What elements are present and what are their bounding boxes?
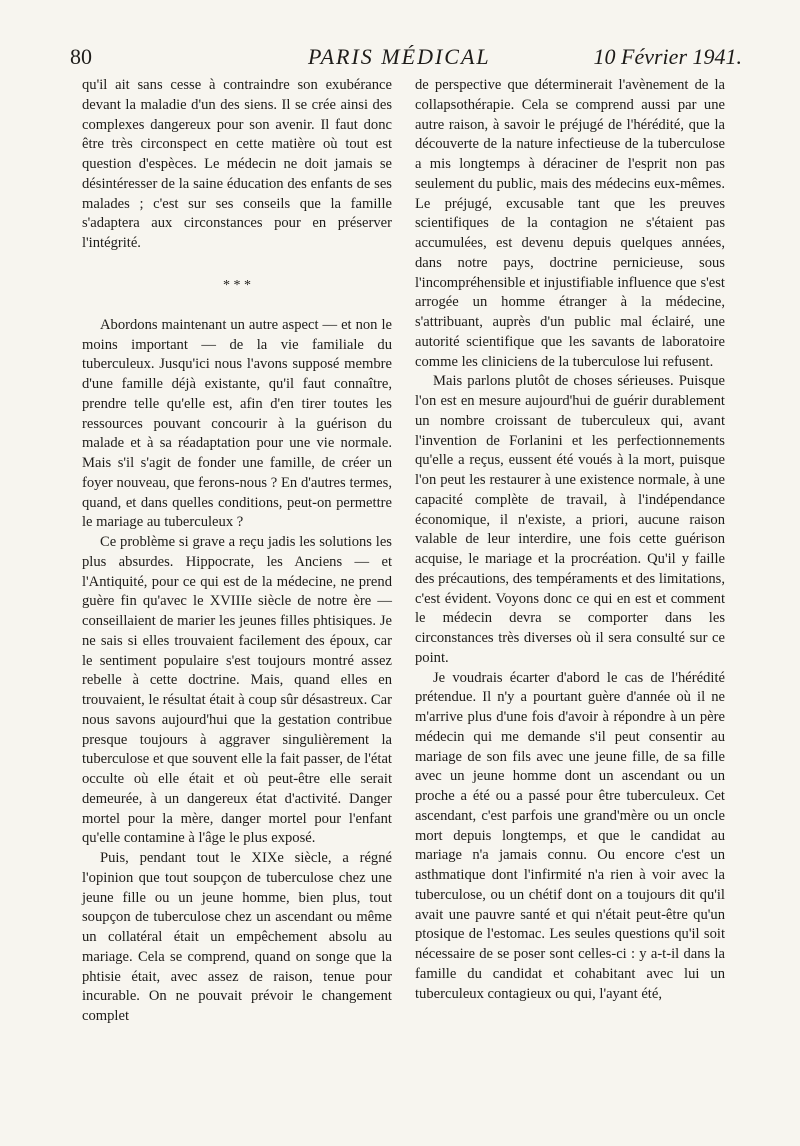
paragraph: Je voudrais écarter d'abord le cas de l'hérédité prétendue. Il n'y a pourtant guère d'année où il ne m'arrive plus d'une fois d'avoir à répondre à un père médecin qui me demande s'il peut consentir au mariage de son fils avec une jeune fille, de sa fille avec un jeune homme dont un ascendant ou un proche a été ou a passé pour être tuberculeux. Cet ascendant, c'est parfois une grand'mère ou un oncle mort depuis longtemps, et que le candidat au mariage n'a jamais connu. Ou encore c'est un asthmatique dont l'infirmité n'a rien à voir avec la tuberculose, ou un chétif dont on a toujours dit qu'il avait une pauvre santé et qui n'était peut-être qu'un ptosique de l'estomac. Les seules questions qu'il soit nécessaire de se poser sont celles-ci : y a-t-il dans la famille du candidat et cohabitant avec lui un tuberculeux contagieux ou qui, l'ayant été, bbox=[415, 669, 725, 1002]
right-column bbox=[415, 76, 725, 1004]
paragraph: Mais parlons plutôt de choses sérieuses. Puisque l'on est en mesure aujourd'hui de guérir durablement un nombre croissant de tuberculeux qui, avant l'invention de Forlanini et les perfectionnements qu'elle a reçus, eussent été voués à la mort, puisque l'on peut les restaurer à une existence normale, à une capacité complète de travail, à l'indépendance économique, il n'existe, a priori, aucune raison valable de leur interdire, une fois cette guérison acquise, le mariage et la procréation. Qu'il y faille des précautions, des tempéraments et des limitations, c'est évident. Voyons donc ce qui en est et comment le médecin devra se comporter dans les circonstances très diverses où il sera consulté sur ce point. bbox=[415, 373, 725, 666]
page-header bbox=[70, 42, 742, 72]
paragraph: Puis, pendant tout le XIXe siècle, a régné l'opinion que tout soupçon de tuberculose chez une jeune fille ou un jeune homme, bien plus, tout soupçon de tuberculose chez un ascendant ou même un collatéral était un empêchement absolu au mariage. Cela se comprend, quand on songe que la phtisie était, avec assez de raison, tenue pour incurable. On ne pouvait prévoir le changement complet bbox=[82, 850, 392, 1024]
journal-title: PARIS MÉDICAL bbox=[308, 44, 491, 69]
paragraph: Ce problème si grave a reçu jadis les solutions les plus absurdes. Hippocrate, les Anciens — et l'Antiquité, pour ce qui est de la médecine, ne prend guère fin qu'avec le XVIIIe siècle de notre ère — conseillaient de marier les jeunes filles phtisiques. Je ne sais si elles trouvaient facilement des époux, car le sentiment populaire s'est toujours montré assez rebelle à cette doctrine. Mais, quand elles en trouvaient, le résultat était à coup sûr désastreux. Car nous savons aujourd'hui que la gestation contribue presque toujours à aggraver singulièrement la tuberculose et que souvent elle la fait passer, de l'état occulte où elle était et où peut-être elle serait demeurée, à un dangereux état d'activité. Danger mortel pour la mère, danger mortel pour l'enfant qu'elle contamine à l'âge le plus exposé. bbox=[82, 534, 392, 847]
section-separator: * * * bbox=[223, 277, 251, 293]
paragraph: de perspective que déterminerait l'avènement de la collapsothérapie. Cela se comprend aussi par une autre raison, à savoir le préjugé de l'hérédité, que la découverte de la nature infectieuse de la tuberculose a mis longtemps à déraciner de l'esprit non pas seulement du public, mais des médecins eux-mêmes. Le préjugé, excusable tant que les preuves scientifiques de la contagion ne s'étaient pas accumulées, est devenu depuis quelques années, dans notre pays, doctrine pernicieuse, sous l'incompréhensible et injustifiable influence que s'est arrogée un homme étranger à la médecine, s'attribuant, auprès d'un public mal éclairé, une autorité scientifique que les savants de laboratoire comme les cliniciens de la tuberculose lui refusent. bbox=[415, 77, 725, 370]
left-column bbox=[82, 76, 392, 1027]
paragraph: qu'il ait sans cesse à contraindre son exubérance devant la maladie d'un des siens. Il se crée ainsi des complexes dangereux pour son avenir. Il faut donc être très circonspect en cette matière où tout est question d'espèces. Le médecin ne doit jamais se désintéresser de la saine éducation des enfants de ses malades ; c'est sur ses conseils que la famille s'adaptera aux circonstances pour en préserver l'intégrité. bbox=[82, 77, 392, 251]
page-number: 80 bbox=[70, 44, 92, 69]
paragraph: Abordons maintenant un autre aspect — et non le moins important — de la vie familiale du tuberculeux. Jusqu'ici nous l'avons supposé membre d'une famille déjà existante, qu'il faut connaître, prendre telle qu'elle est, afin d'en tirer toutes les ressources pouvant concourir à la guérison du malade et à sa réadaptation pour une vie normale. Mais s'il s'agit de fonder une famille, de créer un foyer nouveau, que ferons-nous ? En d'autres termes, quand, et dans quelles conditions, peut-on permettre le mariage au tuberculeux ? bbox=[82, 316, 392, 531]
issue-date: 10 Février 1941. bbox=[593, 44, 742, 69]
